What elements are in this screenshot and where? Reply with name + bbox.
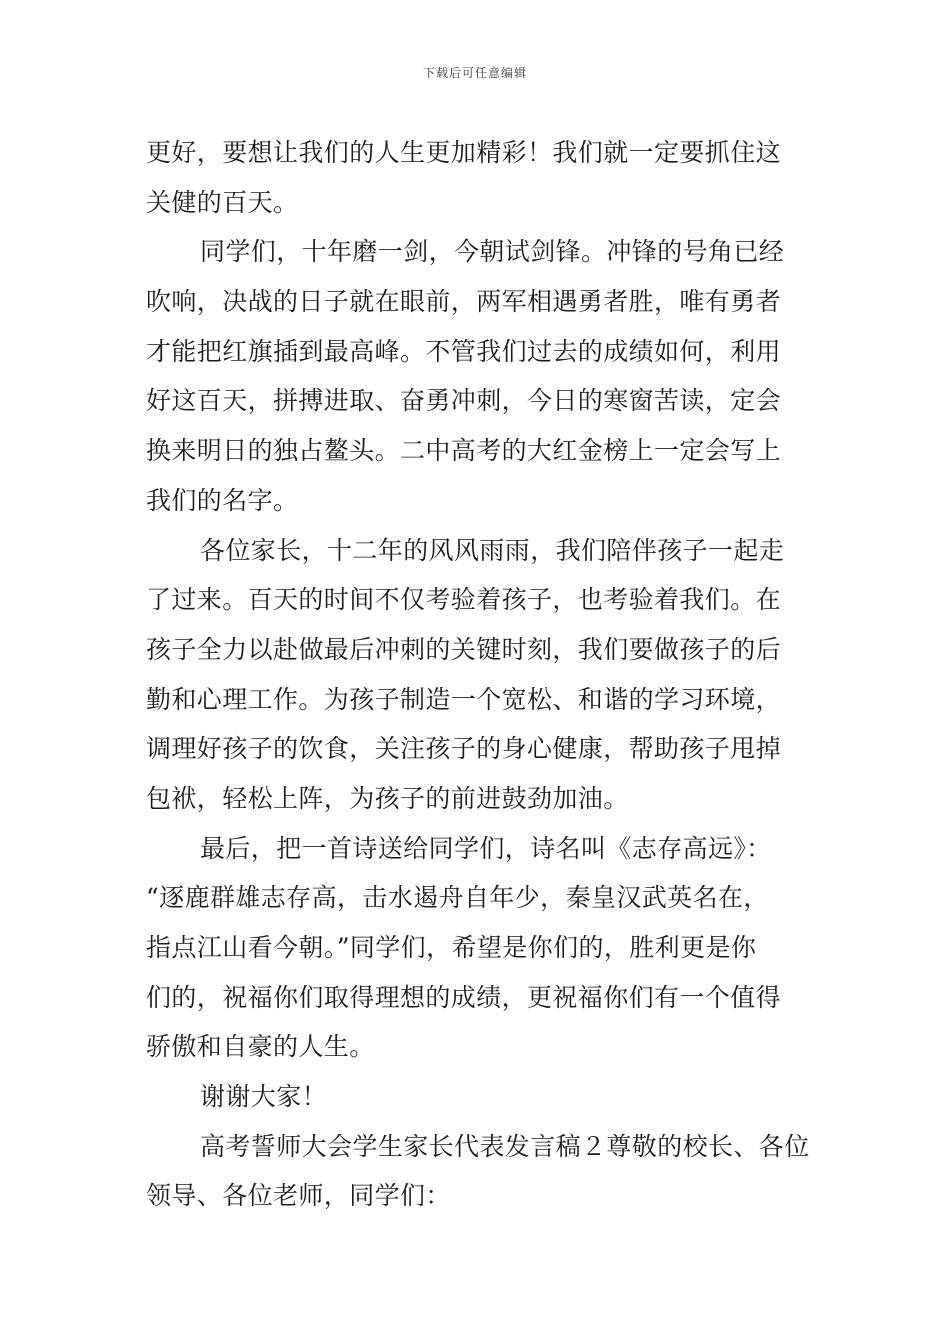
text-line: “逐鹿群雄志存高，击水遏舟自年少，秦皇汉武英名在， — [146, 883, 769, 913]
text-line: 骄傲和自豪的人生。 — [146, 1032, 375, 1062]
text-line: 好这百天，拼搏进取、奋勇冲刺，今日的寒窗苦读，定会 — [146, 386, 782, 416]
text-line: 孩子全力以赴做最后冲刺的关键时刻，我们要做孩子的后 — [146, 634, 782, 664]
text-line: 调理好孩子的饮食，关注孩子的身心健康，帮助孩子甩掉 — [146, 734, 782, 764]
text-line: 换来明日的独占鳌头。二中高考的大红金榜上一定会写上 — [146, 436, 782, 466]
document-body — [146, 128, 811, 1221]
text-line: 了过来。百天的时间不仅考验着孩子，也考验着我们。在 — [146, 585, 782, 615]
page-header: 下载后可任意编辑 — [422, 66, 527, 80]
text-line: 同学们，十年磨一剑，今朝试剑锋。冲锋的号角已经 — [200, 237, 785, 267]
text-line: 谢谢大家！ — [200, 1082, 328, 1112]
text-line: 指点江山看今朝。”同学们，希望是你们的，胜利更是你 — [146, 933, 757, 962]
text-line: 领导、各位老师，同学们： — [146, 1181, 451, 1211]
text-line: 高考誓师大会学生家长代表发言稿２尊敬的校长、各位 — [200, 1131, 810, 1161]
text-line: 各位家长，十二年的风风雨雨，我们陪伴孩子一起走 — [200, 535, 785, 565]
text-line: 们的，祝福你们取得理想的成绩，更祝福你们有一个值得 — [146, 982, 782, 1012]
text-line: 最后，把一首诗送给同学们，诗名叫《志存高远》： — [200, 833, 772, 863]
text-line: 包袱，轻松上阵，为孩子的前进鼓劲加油。 — [146, 783, 629, 813]
text-line: 我们的名字。 — [146, 485, 299, 515]
text-line: 勤和心理工作。为孩子制造一个宽松、和谐的学习环境， — [146, 684, 782, 714]
text-line: 才能把红旗插到最高峰。不管我们过去的成绩如何，利用 — [146, 336, 782, 366]
text-line: 更好，要想让我们的人生更加精彩！我们就一定要抓住这 — [146, 138, 782, 167]
text-line: 吹响，决战的日子就在眼前，两军相遇勇者胜，唯有勇者 — [146, 287, 782, 317]
text-line: 关健的百天。 — [146, 187, 299, 217]
